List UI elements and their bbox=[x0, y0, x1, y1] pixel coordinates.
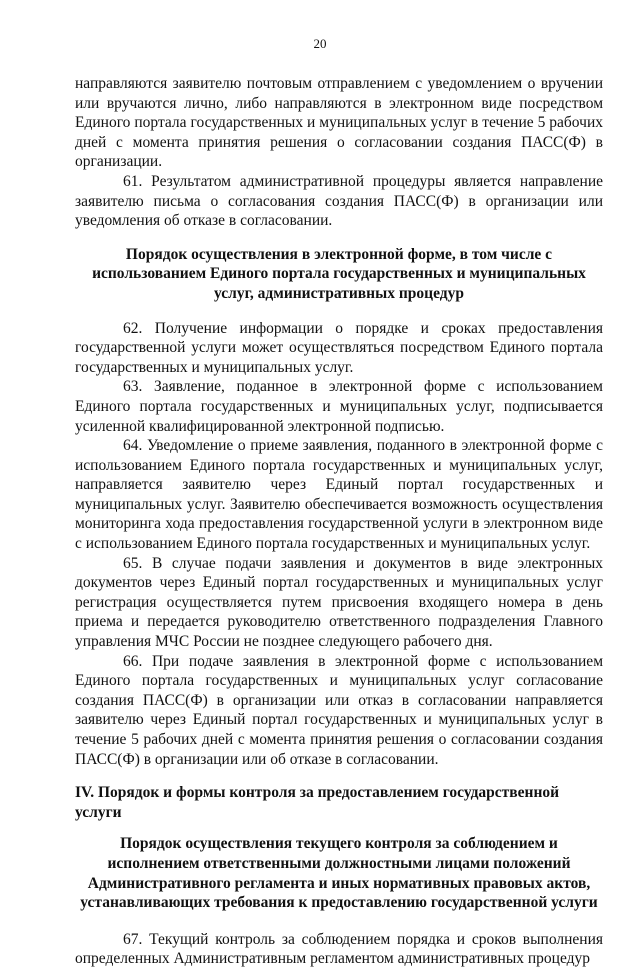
paragraph-67: 67. Текущий контроль за соблюдением порядка и сроков выполнения определенных Административным регламентом административных процедур bbox=[75, 930, 603, 968]
document-body bbox=[75, 74, 603, 969]
paragraph-continuation: направляются заявителю почтовым отправлением с уведомлением о вручении или вручаются лично, либо направляются в электронном виде посредством Единого портала государственных и муниципальных услуг в течение 5 рабочих дней с момента принятия решения о согласовании создания ПАСС(Ф) в организации. bbox=[75, 75, 603, 171]
heading-electronic-procedures: Порядок осуществления в электронной форме, в том числе с использованием Единого портала государственных и муниципальных услуг, административных процедур bbox=[92, 245, 586, 302]
paragraph-62: 62. Получение информации о порядке и сроках предоставления государственной услуги может осуществляться посредством Единого портала государственных и муниципальных услуг. bbox=[75, 319, 603, 376]
paragraph-61: 61. Результатом административной процедуры является направление заявителю письма о согласования создания ПАСС(Ф) в организации или уведомления об отказе в согласовании. bbox=[75, 172, 603, 230]
paragraph-66: 66. При подаче заявления в электронной форме с использованием Единого портала государственных и муниципальных услуг согласование создания ПАСС(Ф) в организации или отказ в согласовании направляется заявителю через Единый портал государственных и муниципальных услуг в течение 5 рабочих дней с момента принятия решения о согласовании создания ПАСС(Ф) в организации или об отказе в согласовании. bbox=[75, 652, 603, 768]
section-iv-heading: IV. Порядок и формы контроля за предоставлением государственной услуги bbox=[75, 784, 560, 821]
paragraph-63: 63. Заявление, поданное в электронной форме с использованием Единого портала государственных и муниципальных услуг, подписывается усиленной квалифицированной электронной подписью. bbox=[75, 378, 603, 435]
subheading-current-control: Порядок осуществления текущего контроля за соблюдением и исполнением ответственными должностными лицами положений Административного регламента и иных нормативных правовых актов, устанавливающих требования к предоставлению государственной услуги bbox=[80, 835, 598, 912]
paragraph-65: 65. В случае подачи заявления и документов в виде электронных документов через Единый портал государственных и муниципальных услуг регистрация осуществляется путем присвоения входящего номера в день приема и передается руководителю ответственного подразделения Главного управления МЧС России не позднее следующего рабочего дня. bbox=[75, 554, 603, 651]
page-number: 20 bbox=[313, 36, 327, 51]
paragraph-64: 64. Уведомление о приеме заявления, поданного в электронной форме с использованием Единого портала государственных и муниципальных услуг, направляется заявителю через Единый портал государственных и муниципальных услуг. Заявителю обеспечивается возможность осуществления мониторинга хода предоставления государственной услуги в электронном виде с использованием Единого портала государственных и муниципальных услуг. bbox=[75, 437, 603, 553]
